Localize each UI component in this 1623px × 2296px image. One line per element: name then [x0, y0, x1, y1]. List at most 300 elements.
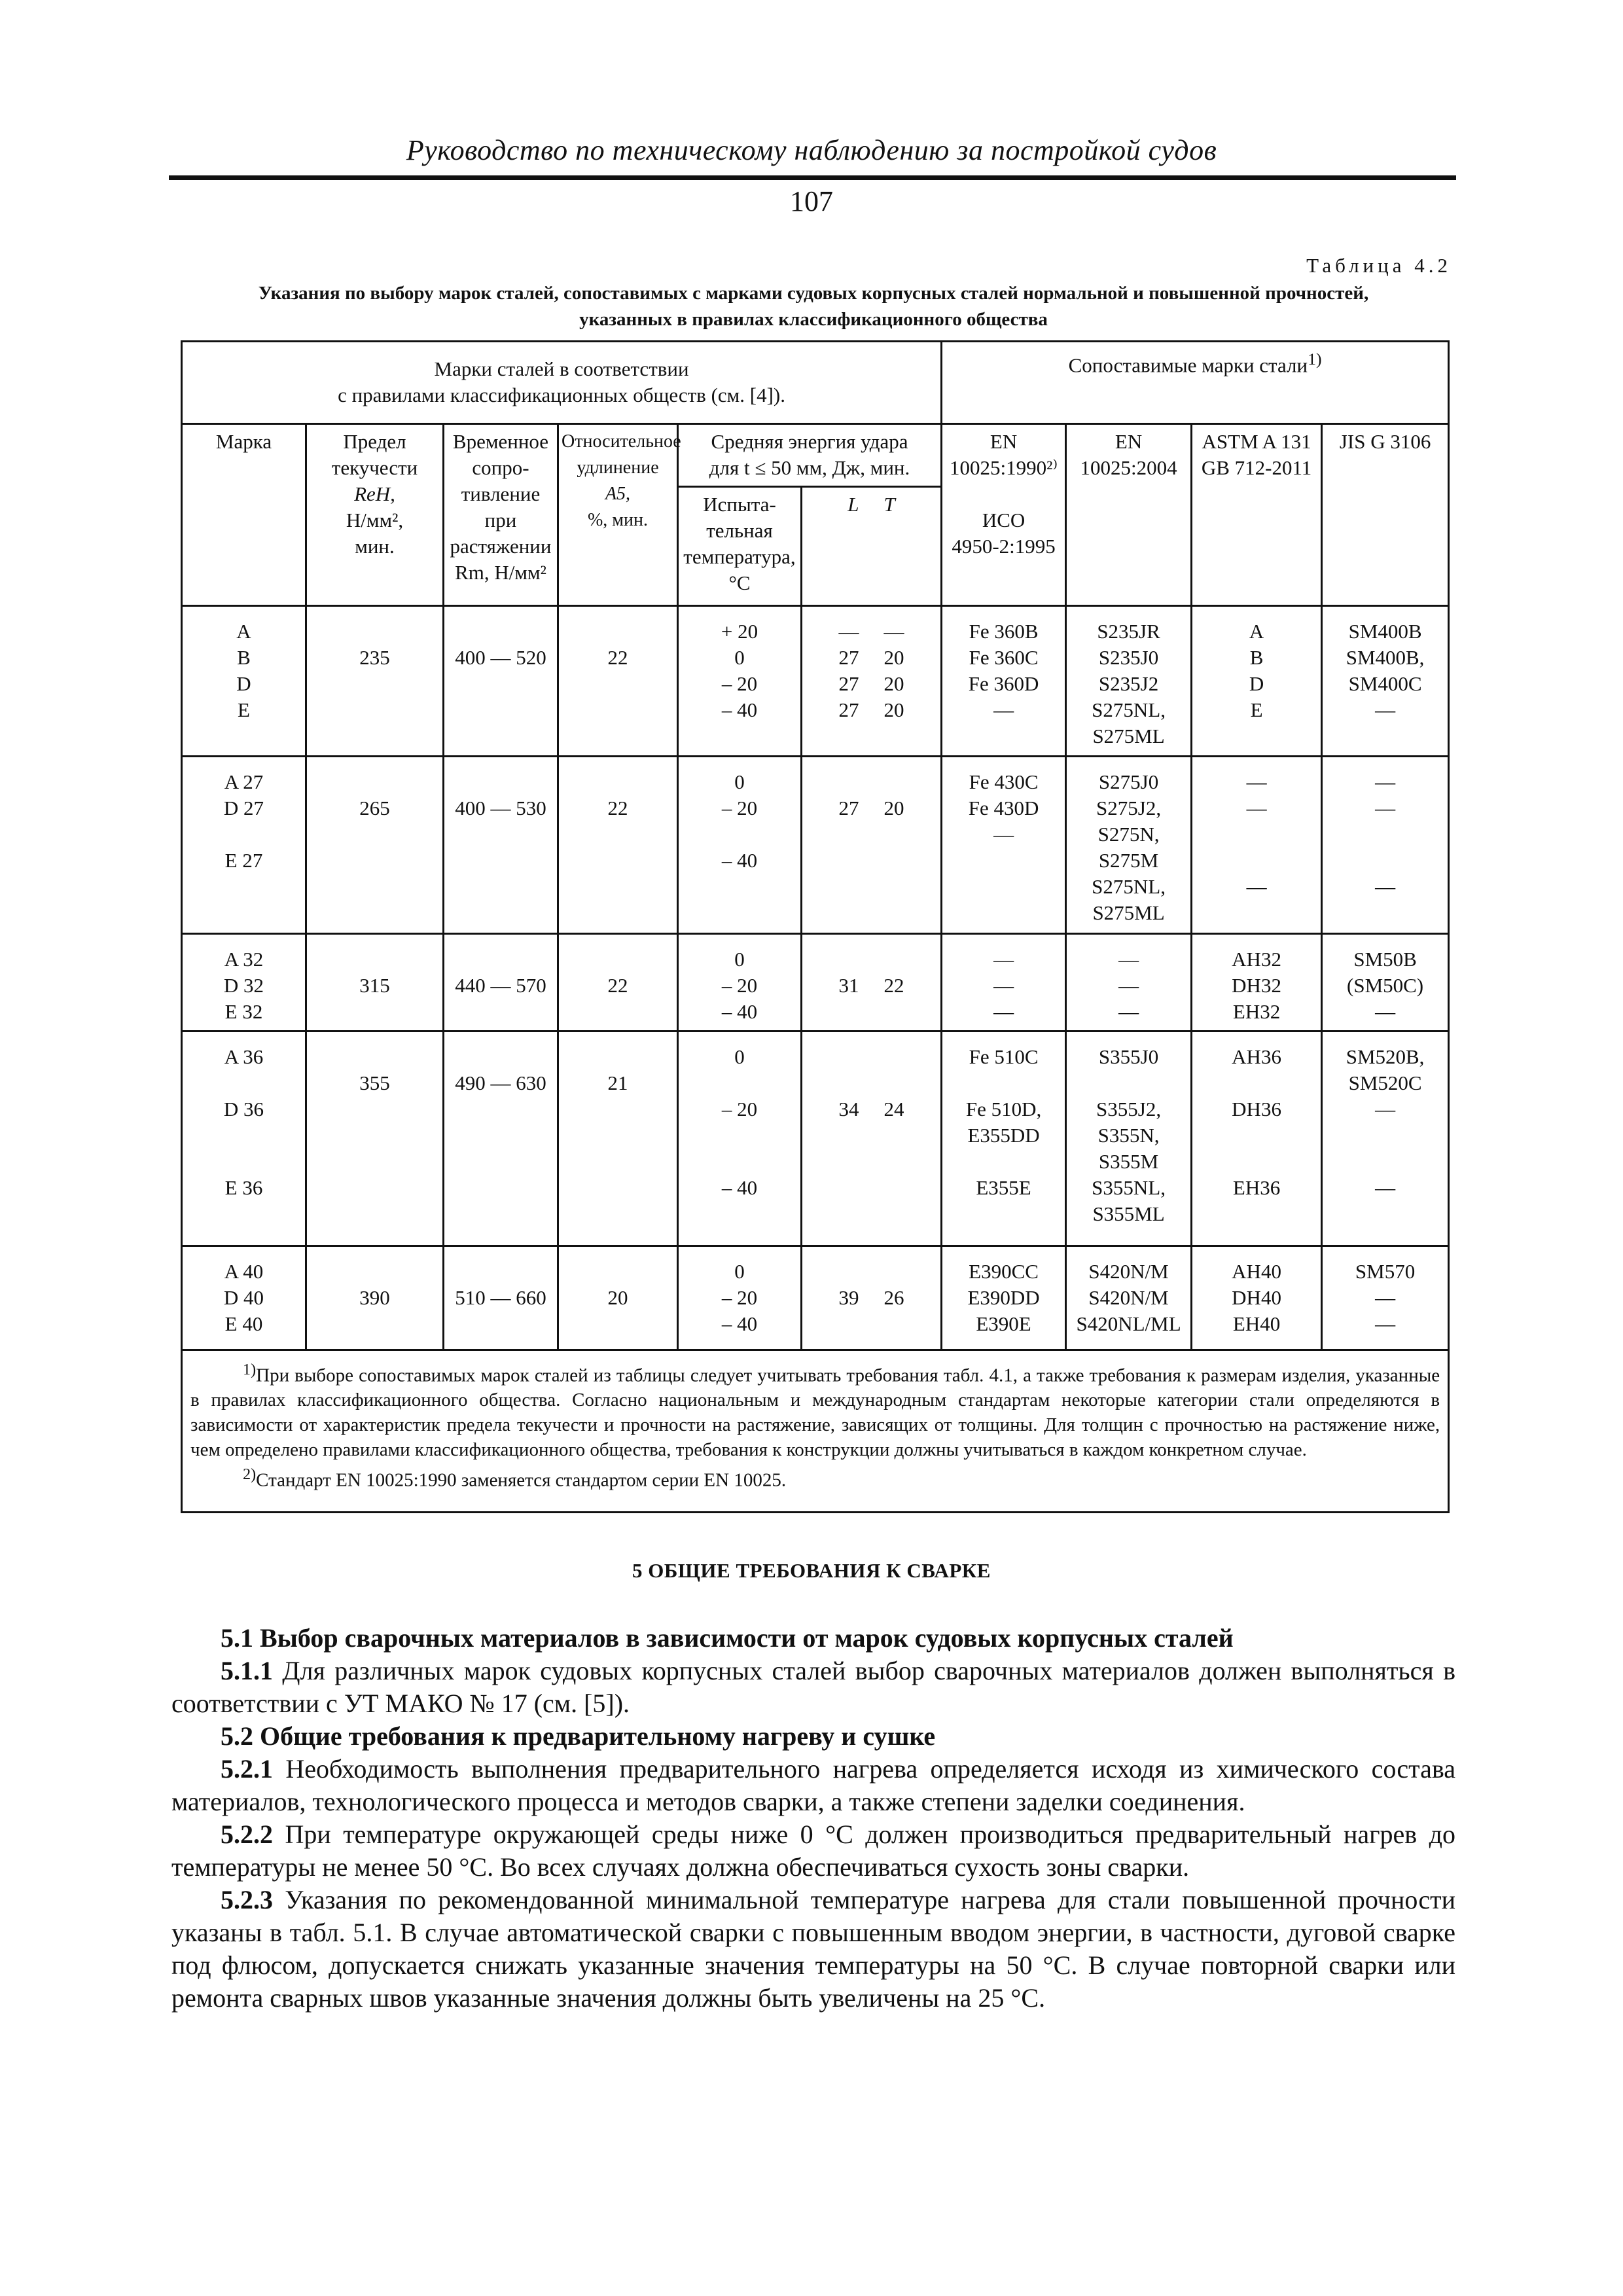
table-row-group	[182, 757, 1449, 934]
test-temp-cell-line	[681, 1149, 798, 1175]
head-en1990-l1: EN	[990, 429, 1018, 453]
test-temp-cell-line	[681, 821, 798, 848]
tensile-cell-spacer	[447, 1044, 554, 1070]
jis-cell-line	[1325, 1122, 1445, 1149]
section-paragraph	[171, 1818, 1455, 1884]
test-temp-cell-line: 0	[734, 770, 745, 794]
impact-lt-row	[805, 671, 938, 697]
en2004-cell	[1066, 934, 1192, 1031]
yield-cell	[306, 757, 444, 934]
astm-cell-line: EH32	[1232, 1000, 1281, 1024]
en2004-cell-line: S420N/M	[1088, 1260, 1169, 1283]
elong-cell-value: 22	[607, 974, 628, 997]
en2004-cell-line: S355N,	[1097, 1124, 1160, 1147]
astm-cell-line: B	[1249, 646, 1264, 670]
jis-cell-line: —	[1375, 875, 1396, 899]
jis-cell-line: SM520B,	[1346, 1045, 1425, 1069]
grade-cell-line: D 32	[223, 974, 264, 997]
head-yield-l5: мин.	[355, 534, 395, 558]
jis-cell-line: —	[1375, 1176, 1396, 1200]
test-temp-cell-line: – 20	[721, 672, 758, 696]
en2004-cell-line: S275ML	[1092, 725, 1165, 748]
en1990-cell-line: Fe 360C	[969, 646, 1039, 670]
head-astm	[1192, 423, 1322, 606]
jis-cell-line: SM400B	[1348, 620, 1422, 643]
impact-lt-row	[805, 645, 938, 671]
tensile-cell-spacer	[447, 1259, 554, 1285]
impact-lt-cell	[802, 1031, 942, 1246]
astm-cell-line: —	[1246, 875, 1267, 899]
grade-cell-line	[185, 1149, 302, 1175]
tensile-cell-value: 510 — 660	[455, 1286, 546, 1310]
astm-cell	[1192, 1246, 1322, 1350]
jis-cell-line: —	[1375, 1000, 1396, 1024]
grade-cell	[182, 606, 306, 757]
astm-cell-line	[1195, 1149, 1318, 1175]
elong-cell-value: 21	[607, 1071, 628, 1095]
table-row-group	[182, 606, 1449, 757]
head-elong-l1: Относительное	[562, 431, 681, 452]
section-paragraph	[171, 1753, 1455, 1818]
jis-cell-line: SM570	[1355, 1260, 1416, 1283]
test-temp-cell	[678, 1246, 802, 1350]
en2004-cell-line: S275NL,	[1092, 698, 1166, 722]
paragraph-number: 5.2.3	[221, 1885, 273, 1914]
tensile-cell	[444, 1031, 558, 1246]
en2004-cell-line: S235J0	[1098, 646, 1159, 670]
section-paragraph	[171, 1622, 1455, 1655]
test-temp-cell-line: – 40	[721, 1312, 758, 1336]
impact-lt-row	[805, 1070, 938, 1096]
head-en1990	[942, 423, 1066, 606]
yield-cell	[306, 934, 444, 1031]
head-yield-l4: Н/мм²,	[346, 508, 404, 531]
head-jis	[1322, 423, 1449, 606]
tensile-cell-value: 400 — 530	[455, 797, 546, 820]
impact-lt-row	[805, 1044, 938, 1070]
grade-cell-line: A 40	[224, 1260, 264, 1283]
test-temp-cell	[678, 757, 802, 934]
test-temp-cell	[678, 606, 802, 757]
impact-T-value: 24	[883, 1098, 904, 1121]
paragraph-number: 5.2.1	[221, 1754, 273, 1784]
section-paragraph	[171, 1655, 1455, 1720]
paragraph-number: 5.1	[221, 1623, 253, 1653]
en2004-cell-line: S275M	[1098, 849, 1159, 872]
yield-cell-value: 355	[359, 1071, 390, 1095]
tensile-cell	[444, 934, 558, 1031]
en2004-cell-line: S275NL,	[1092, 875, 1166, 899]
grade-cell-line: D	[236, 672, 251, 696]
paragraph-number: 5.2.2	[221, 1820, 273, 1849]
en2004-cell-line: S355NL,	[1092, 1176, 1166, 1200]
astm-cell-line: E	[1250, 698, 1263, 722]
jis-cell-line: —	[1375, 1098, 1396, 1121]
elong-cell-value: 20	[607, 1286, 628, 1310]
en1990-cell-line: —	[993, 948, 1014, 971]
grade-cell	[182, 1246, 306, 1350]
yield-cell	[306, 606, 444, 757]
table-caption	[171, 280, 1455, 332]
en2004-cell-line	[1069, 1070, 1188, 1096]
grade-cell-line	[185, 1070, 302, 1096]
tensile-cell-spacer	[447, 619, 554, 645]
impact-T-value: 20	[883, 797, 904, 820]
test-temp-cell-line	[681, 1070, 798, 1096]
tensile-cell-value: 490 — 630	[455, 1071, 546, 1095]
elong-cell-spacer	[562, 1044, 674, 1070]
impact-T-value: 20	[883, 698, 904, 722]
impact-lt-row	[805, 973, 938, 999]
en1990-cell	[942, 606, 1066, 757]
head-impact-l2: для t ≤ 50 мм, Дж, мин.	[709, 456, 910, 479]
table-label: Таблица 4.2	[1306, 254, 1452, 277]
astm-cell-line: DH32	[1232, 974, 1281, 997]
head-elong-l2: удлинение	[577, 457, 659, 478]
impact-L-value: 39	[838, 1286, 859, 1310]
footnote-1-mark: 1)	[243, 1360, 257, 1378]
running-header-title: Руководство по техническому наблюдению за постройкой судов	[406, 134, 1217, 166]
tensile-cell-value: 400 — 520	[455, 646, 546, 670]
jis-cell-line: —	[1375, 797, 1396, 820]
elong-cell-value: 22	[607, 646, 628, 670]
section-body	[171, 1622, 1455, 2015]
grade-cell	[182, 1031, 306, 1246]
steel-grades-table	[181, 340, 1450, 1513]
jis-cell-line: SM400C	[1348, 672, 1422, 696]
astm-cell-line	[1195, 1070, 1318, 1096]
astm-cell-line: EH40	[1232, 1312, 1281, 1336]
table-row-group	[182, 1031, 1449, 1246]
en2004-cell	[1066, 606, 1192, 757]
paragraph-text: Выбор сварочных материалов в зависимости от марок судовых корпусных сталей	[253, 1623, 1234, 1653]
astm-cell-line: DH36	[1232, 1098, 1281, 1121]
tensile-cell-value: 440 — 570	[455, 974, 546, 997]
elong-cell	[558, 606, 678, 757]
astm-cell-line	[1195, 848, 1318, 874]
impact-T-value: 22	[883, 974, 904, 997]
head-tensile-l1: Временное	[452, 429, 549, 453]
head-astm-l1: ASTM A 131	[1202, 429, 1311, 453]
jis-cell	[1322, 606, 1449, 757]
yield-cell-value: 390	[359, 1286, 390, 1310]
grade-cell-line: E 32	[224, 1000, 263, 1024]
paragraph-text: Необходимость выполнения предварительного нагрева определяется исходя из химического состава материалов, технологического процесса и методов сварки, а также степени заделки соединения.	[171, 1754, 1455, 1816]
head-tensile-l6: Rm, Н/мм²	[455, 560, 546, 584]
table-caption-line-1: Указания по выбору марок сталей, сопоставимых с марками судовых корпусных сталей нормальной и повышенной прочностей,	[258, 283, 1369, 304]
yield-cell-value: 315	[359, 974, 390, 997]
head-lt	[802, 486, 942, 605]
impact-lt-cell	[802, 606, 942, 757]
grade-cell-line: E 40	[224, 1312, 263, 1336]
impact-lt-cell	[802, 757, 942, 934]
en1990-cell-line: Fe 510C	[969, 1045, 1039, 1069]
en1990-cell	[942, 934, 1066, 1031]
en1990-cell-line	[945, 1149, 1062, 1175]
test-temp-cell	[678, 934, 802, 1031]
impact-L-value: 27	[838, 698, 859, 722]
en2004-cell-line: —	[1118, 974, 1139, 997]
page-number: 107	[790, 185, 833, 217]
jis-cell-line	[1325, 848, 1445, 874]
en2004-cell-line: S275ML	[1092, 901, 1165, 925]
en2004-cell	[1066, 1246, 1192, 1350]
jis-cell-line: —	[1375, 698, 1396, 722]
en2004-cell-line: S355ML	[1092, 1202, 1165, 1226]
test-temp-cell-line: – 20	[721, 974, 758, 997]
head-test-temp-l4: °C	[728, 571, 751, 594]
impact-L-value: —	[838, 620, 859, 643]
yield-cell-spacer	[310, 946, 440, 973]
elong-cell-spacer	[562, 1259, 674, 1285]
tensile-cell	[444, 1246, 558, 1350]
en2004-cell	[1066, 1031, 1192, 1246]
impact-T-value: 20	[883, 672, 904, 696]
head-yield	[306, 423, 444, 606]
en1990-cell-line	[945, 1070, 1062, 1096]
en2004-cell-line: S235JR	[1097, 620, 1160, 643]
en1990-cell-line: Fe 430C	[969, 770, 1039, 794]
yield-cell-spacer	[310, 1259, 440, 1285]
en1990-cell-line: E390CC	[969, 1260, 1039, 1283]
table-row-group	[182, 934, 1449, 1031]
impact-lt-row	[805, 769, 938, 795]
en2004-cell	[1066, 757, 1192, 934]
grade-cell-line: D 40	[223, 1286, 264, 1310]
astm-cell-line: EH36	[1232, 1176, 1281, 1200]
en2004-cell-line: S275J0	[1098, 770, 1159, 794]
head-en2004-l1: EN	[1115, 429, 1143, 453]
jis-cell	[1322, 934, 1449, 1031]
test-temp-cell-line: 0	[734, 1045, 745, 1069]
grade-cell-line: E 27	[224, 849, 263, 872]
elong-cell-spacer	[562, 946, 674, 973]
elong-cell	[558, 934, 678, 1031]
en1990-cell	[942, 1246, 1066, 1350]
astm-cell	[1192, 934, 1322, 1031]
table-footnotes	[182, 1350, 1449, 1512]
footnote-2-mark: 2)	[243, 1465, 257, 1484]
jis-cell-line: —	[1375, 1286, 1396, 1310]
en1990-cell-line: —	[993, 823, 1014, 846]
elong-cell	[558, 1246, 678, 1350]
head-en1990-l3	[945, 481, 1062, 507]
yield-cell-spacer	[310, 619, 440, 645]
section-paragraph	[171, 1884, 1455, 2015]
test-temp-cell-line: – 20	[721, 797, 758, 820]
en2004-cell-line: S355J2,	[1096, 1098, 1162, 1121]
jis-cell-line: —	[1375, 770, 1396, 794]
elong-cell-value: 22	[607, 797, 628, 820]
paragraph-text: При температуре окружающей среды ниже 0 °C должен производиться предварительный нагрев до температуры не менее 50 °C. Во всех случаях должна обеспечиваться сухость зоны сварки.	[171, 1820, 1455, 1882]
head-en1990-l4: ИСО	[982, 508, 1026, 531]
astm-cell-line	[1195, 821, 1318, 848]
test-temp-cell	[678, 1031, 802, 1246]
elong-cell-spacer	[562, 619, 674, 645]
jis-cell-line: (SM50C)	[1347, 974, 1424, 997]
astm-cell-line	[1195, 1122, 1318, 1149]
jis-cell-line	[1325, 821, 1445, 848]
table-row-group	[182, 1246, 1449, 1350]
en1990-cell-line: Fe 360B	[969, 620, 1039, 643]
impact-T-value: 26	[883, 1286, 904, 1310]
grade-cell-line: D 27	[223, 797, 264, 820]
yield-cell	[306, 1246, 444, 1350]
grade-cell-line: A	[236, 620, 251, 643]
head-marka-text: Марка	[215, 429, 272, 453]
head-yield-l2: текучести	[331, 456, 418, 479]
impact-lt-row	[805, 946, 938, 973]
head-group-comparable	[942, 342, 1449, 424]
grade-cell-line	[185, 821, 302, 848]
astm-cell-line: —	[1246, 770, 1267, 794]
yield-cell-spacer	[310, 1044, 440, 1070]
header-rule	[169, 175, 1456, 180]
test-temp-cell-line: – 40	[721, 1176, 758, 1200]
impact-lt-row	[805, 619, 938, 645]
head-tensile	[444, 423, 558, 606]
yield-cell-spacer	[310, 769, 440, 795]
grade-cell-line: A 27	[224, 770, 264, 794]
test-temp-cell-line: + 20	[721, 620, 758, 643]
en2004-cell-line: S420N/M	[1088, 1286, 1169, 1310]
en2004-cell-line: S420NL/ML	[1076, 1312, 1181, 1336]
test-temp-cell-line: – 20	[721, 1286, 758, 1310]
astm-cell	[1192, 757, 1322, 934]
head-elong	[558, 423, 681, 606]
en2004-cell-line: S275J2,	[1096, 797, 1162, 820]
impact-L-value: 34	[838, 1098, 859, 1121]
astm-cell-line: A	[1249, 620, 1264, 643]
impact-T-value: 20	[883, 646, 904, 670]
head-L: L	[847, 492, 859, 516]
head-en1990-l5: 4950-2:1995	[952, 534, 1056, 558]
en2004-cell-line: S355J0	[1098, 1045, 1159, 1069]
en1990-cell-line: E390E	[976, 1312, 1031, 1336]
yield-cell-value: 235	[359, 646, 390, 670]
head-group-left-line-2: с правилами классификационных обществ (см. [4]).	[338, 384, 785, 407]
impact-lt-row	[805, 1285, 938, 1311]
tensile-cell-spacer	[447, 946, 554, 973]
paragraph-text: Для различных марок судовых корпусных сталей выбор сварочных материалов должен выполняться в соответствии с УТ МАКО № 17 (см. [5]).	[171, 1656, 1455, 1718]
en1990-cell-line: E390DD	[967, 1286, 1040, 1310]
paragraph-number: 5.2	[221, 1721, 253, 1751]
head-group-right-sup: 1)	[1308, 350, 1322, 368]
grade-cell-line: A 36	[224, 1045, 264, 1069]
en2004-cell-line: —	[1118, 1000, 1139, 1024]
impact-L-value: 27	[838, 646, 859, 670]
en1990-cell-line: Fe 360D	[968, 672, 1039, 696]
en2004-cell-line: S235J2	[1098, 672, 1159, 696]
en1990-cell-line: —	[993, 1000, 1014, 1024]
en2004-cell-line: S355M	[1098, 1150, 1159, 1174]
head-test-temp-l3: температура,	[683, 545, 796, 568]
yield-cell-value: 265	[359, 797, 390, 820]
footnote-2	[190, 1462, 1440, 1493]
tensile-cell	[444, 606, 558, 757]
test-temp-cell-line	[681, 1122, 798, 1149]
grade-cell-line: E 36	[224, 1176, 263, 1200]
paragraph-text: Указания по рекомендованной минимальной температуре нагрева для стали повышенной прочности указаны в табл. 5.1. В случае автоматической сварки с повышенным вводом энергии, в частности, дуговой сварке под флюсом, допускается снижать указанные значения температуры на 50 °C. В случае повторной сварки или ремонта сварных швов указанные значения должны быть увеличены на 25 °C.	[171, 1885, 1455, 2013]
test-temp-cell-line: 0	[734, 646, 745, 670]
section-title: 5 ОБЩИЕ ТРЕБОВАНИЯ К СВАРКЕ	[632, 1559, 991, 1582]
en1990-cell	[942, 1031, 1066, 1246]
impact-T-value: —	[883, 620, 904, 643]
head-jis-text: JIS G 3106	[1339, 429, 1431, 453]
jis-cell-line: SM520C	[1348, 1071, 1422, 1095]
head-impact-l1: Средняя энергия удара	[711, 429, 908, 453]
astm-cell	[1192, 606, 1322, 757]
grade-cell	[182, 757, 306, 934]
head-tensile-l4: при	[484, 508, 517, 531]
head-test-temp-l2: тельная	[706, 518, 773, 542]
head-tensile-l5: растяжении	[450, 534, 552, 558]
jis-cell-line: SM50B	[1353, 948, 1417, 971]
test-temp-cell-line: – 40	[721, 849, 758, 872]
head-tensile-l3: тивление	[461, 482, 541, 505]
head-marka	[182, 423, 306, 606]
head-yield-l1: Предел	[343, 429, 406, 453]
test-temp-cell-line: 0	[734, 1260, 745, 1283]
paragraph-number: 5.1.1	[221, 1656, 273, 1685]
head-group-left-line-1: Марки сталей в соответствии	[434, 357, 689, 381]
en1990-cell-line: Fe 510D,	[965, 1098, 1042, 1121]
head-yield-l3: ReH,	[354, 482, 395, 505]
grade-cell-line	[185, 1122, 302, 1149]
en1990-cell-line: —	[993, 698, 1014, 722]
yield-cell	[306, 1031, 444, 1246]
head-en2004-l2: 10025:2004	[1080, 456, 1177, 479]
head-tensile-l2: сопро-	[472, 456, 529, 479]
footnote-1	[190, 1357, 1440, 1463]
en2004-cell-line: S275N,	[1097, 823, 1160, 846]
impact-L-value: 27	[838, 672, 859, 696]
elong-cell	[558, 757, 678, 934]
head-elong-l3: A5,	[605, 483, 631, 504]
impact-lt-row	[805, 1259, 938, 1285]
test-temp-cell-line: 0	[734, 948, 745, 971]
astm-cell-line: AH32	[1232, 948, 1281, 971]
astm-cell-line: AH40	[1232, 1260, 1281, 1283]
head-impact	[678, 423, 942, 486]
tensile-cell	[444, 757, 558, 934]
head-group-class-society	[182, 342, 942, 424]
head-elong-l4: %, мин.	[587, 509, 648, 530]
en1990-cell-line: E355E	[976, 1176, 1031, 1200]
en1990-cell-line: Fe 430D	[968, 797, 1039, 820]
section-paragraph	[171, 1720, 1455, 1753]
impact-lt-row	[805, 697, 938, 723]
astm-cell-line: —	[1246, 797, 1267, 820]
en1990-cell-line: E355DD	[967, 1124, 1040, 1147]
impact-lt-cell	[802, 934, 942, 1031]
grade-cell-line: E	[238, 698, 250, 722]
jis-cell	[1322, 1031, 1449, 1246]
astm-cell-line: D	[1249, 672, 1264, 696]
impact-lt-row	[805, 1096, 938, 1122]
impact-L-value: 27	[838, 797, 859, 820]
head-T: T	[883, 492, 895, 516]
grade-cell	[182, 934, 306, 1031]
grade-cell-line: D 36	[223, 1098, 264, 1121]
footnote-1-text: При выборе сопоставимых марок сталей из таблицы следует учитывать требования табл. 4.1, а также требования к размерам изделия, указанные в правилах классификационного общества. Согласно национальным и международным стандартам некоторые категории стали определяются в зависимости от характеристик предела текучести и прочности на растяжение, зависящих от толщины. Для толщин с прочностью на растяжение ниже, чем определено правилами классификационного общества, требования к конструкции должны учитываться в каждом конкретном случае.	[190, 1365, 1440, 1461]
footnote-2-text: Стандарт EN 10025:1990 заменяется стандартом серии EN 10025.	[256, 1469, 787, 1491]
astm-cell-line: AH36	[1232, 1045, 1281, 1069]
en1990-cell-line: —	[993, 974, 1014, 997]
head-astm-l2: GB 712-2011	[1201, 456, 1312, 479]
jis-cell-line	[1325, 1149, 1445, 1175]
head-en1990-l2: 10025:1990²⁾	[950, 456, 1058, 479]
